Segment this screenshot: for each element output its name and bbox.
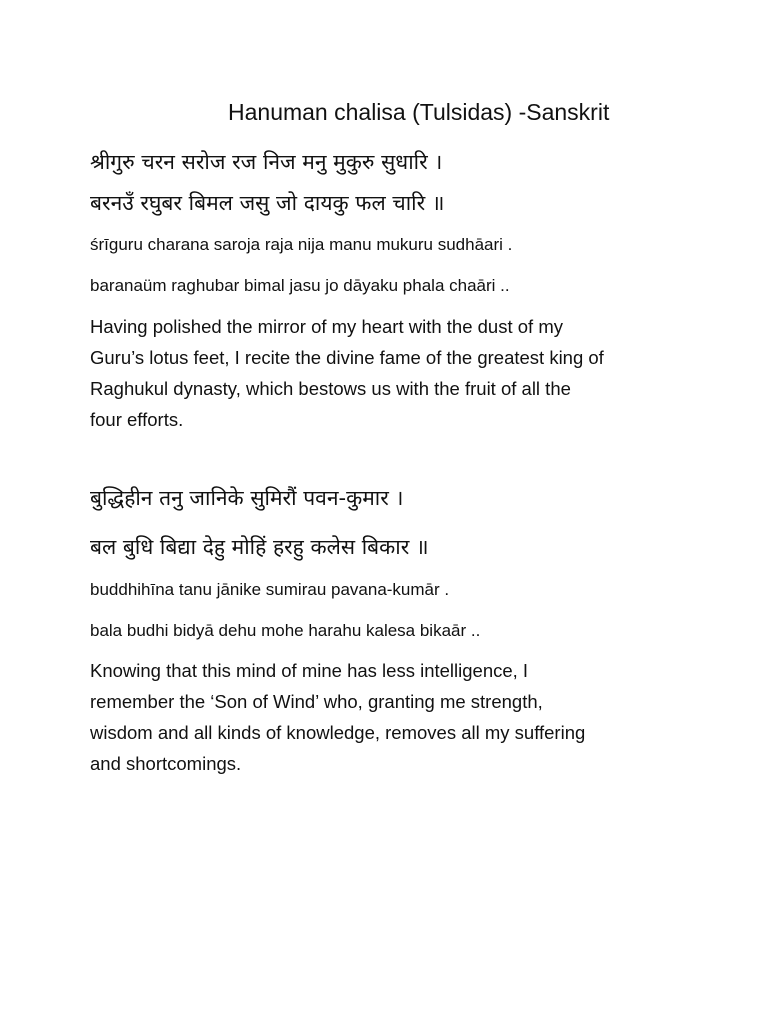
verse-1-meaning xyxy=(90,311,690,435)
verse-2-meaning xyxy=(90,655,690,779)
verse-1-meaning-line-4: four efforts. xyxy=(90,409,184,430)
verse-1-meaning-line-2: Guru’s lotus feet, I recite the divine fame of the greatest king of xyxy=(90,347,604,368)
verse-2-meaning-line-4: and shortcomings. xyxy=(90,753,242,774)
verse-2-devanagari-line-1: बुद्धिहीन तनु जानिके सुमिरौं पवन-कुमार । xyxy=(90,486,404,510)
verse-2-transliteration-line-2: bala budhi bidyā dehu mohe harahu kalesa bikaār .. xyxy=(90,621,481,640)
verse-1-meaning-line-1: Having polished the mirror of my heart with the dust of my xyxy=(90,316,563,337)
verse-2-meaning-line-3: wisdom and all kinds of knowledge, removes all my suffering xyxy=(90,722,586,743)
verse-2-meaning-line-1: Knowing that this mind of mine has less intelligence, I xyxy=(90,660,529,681)
verse-2-devanagari-line-2: बल बुधि बिद्या देहु मोहिं हरहु कलेस बिकार ॥ xyxy=(90,535,429,559)
verse-1-meaning-line-3: Raghukul dynasty, which bestows us with the fruit of all the xyxy=(90,378,571,399)
document-title: Hanuman chalisa (Tulsidas) -Sanskrit xyxy=(228,99,610,125)
verse-2-transliteration-line-1: buddhihīna tanu jānike sumirau pavana-kumār . xyxy=(90,580,450,599)
verse-1-devanagari-line-1: श्रीगुरु चरन सरोज रज निज मनु मुकुरु सुधारि । xyxy=(90,150,443,174)
verse-1-transliteration-line-2: baranaüm raghubar bimal jasu jo dāyaku phala chaāri .. xyxy=(90,276,510,295)
verse-1-transliteration-line-1: śrīguru charana saroja raja nija manu mukuru sudhāari . xyxy=(90,235,513,254)
verse-2-meaning-line-2: remember the ‘Son of Wind’ who, granting me strength, xyxy=(90,691,543,712)
verse-1-devanagari-line-2: बरनउँ रघुबर बिमल जसु जो दायकु फल चारि ॥ xyxy=(90,191,445,215)
